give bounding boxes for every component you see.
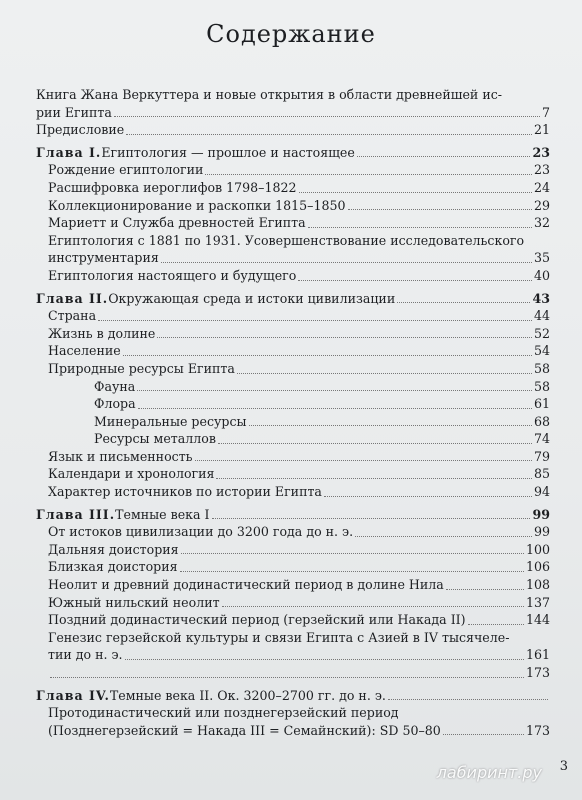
toc-entry-title: Язык и письменность xyxy=(48,448,193,464)
dot-leader xyxy=(180,571,524,572)
toc-page-number: 79 xyxy=(533,448,550,464)
dot-leader xyxy=(181,553,524,554)
toc-entry xyxy=(30,483,550,501)
toc-entry-title: Египтология с 1881 по 1931. Усовершенствование исследовательского xyxy=(48,232,525,248)
chapter-label: Глава IV. xyxy=(36,687,110,703)
dot-leader xyxy=(468,624,524,625)
chapter-title: Темные века I xyxy=(115,506,210,522)
toc-page-number: 32 xyxy=(533,215,550,231)
toc-entry xyxy=(30,121,550,139)
toc-entry xyxy=(30,360,550,378)
toc-entry-title: Население xyxy=(48,343,121,359)
dot-leader xyxy=(355,536,532,537)
toc-page-number: 85 xyxy=(533,466,550,482)
toc-entry xyxy=(30,576,550,594)
toc-entry xyxy=(30,179,550,197)
toc-entry xyxy=(30,86,550,121)
dot-leader xyxy=(388,699,548,700)
toc-page-number: 58 xyxy=(533,378,550,394)
watermark-logo: лабиринт.ру xyxy=(436,763,542,782)
toc-entry-title: Дальняя доистория xyxy=(48,541,179,557)
chapter-title: Темные века II. Ок. 3200–2700 гг. до н. э. xyxy=(109,687,386,703)
toc-entry xyxy=(30,664,550,682)
toc-page-number: 54 xyxy=(533,343,550,359)
toc-entry xyxy=(30,448,550,466)
dot-leader xyxy=(195,460,532,461)
toc-entry xyxy=(30,197,550,215)
toc-page-number: 7 xyxy=(541,104,550,120)
toc-entry xyxy=(30,594,550,612)
toc-entry xyxy=(30,307,550,325)
toc-entry xyxy=(30,214,550,232)
toc-chapter xyxy=(30,506,550,524)
toc-entry-title: Коллекционирование и раскопки 1815–1850 xyxy=(48,197,346,213)
toc-page-number: 23 xyxy=(532,144,550,160)
toc-entry-title: Характер источников по истории Египта xyxy=(48,484,322,500)
toc-entry-title: Мариетт и Служба древностей Египта xyxy=(48,215,306,231)
dot-leader xyxy=(299,192,532,193)
toc-chapter xyxy=(30,144,550,162)
toc-entry xyxy=(30,558,550,576)
dot-leader xyxy=(98,320,532,321)
toc-page-number: 173 xyxy=(525,665,550,680)
dot-leader xyxy=(137,390,532,391)
page-number: 3 xyxy=(559,759,568,774)
toc-entry xyxy=(30,378,550,396)
toc-entry-title: Флора xyxy=(94,396,136,412)
toc-page-number: 99 xyxy=(533,524,550,540)
toc-entry-title: Южный нильский неолит xyxy=(48,594,220,610)
dot-leader xyxy=(50,677,524,678)
toc-page-number: 21 xyxy=(533,122,550,138)
dot-leader xyxy=(249,425,532,426)
toc-entry-title: (Позднегерзейский = Накада III = Семайнский): SD 50–80 xyxy=(48,722,441,738)
dot-leader xyxy=(308,227,532,228)
dot-leader xyxy=(324,496,532,497)
dot-leader xyxy=(298,280,532,281)
dot-leader xyxy=(237,373,532,374)
dot-leader xyxy=(161,262,532,263)
toc-entry xyxy=(30,267,550,285)
page-title: Содержание xyxy=(206,20,376,48)
toc-page-number: 24 xyxy=(533,179,550,195)
toc-entry xyxy=(30,465,550,483)
toc-entry xyxy=(30,413,550,431)
toc-entry-title: Книга Жана Веркуттера и новые открытия в области древнейшей ис- xyxy=(36,87,503,102)
toc-entry-title: Поздний додинастический период (герзейский или Накада II) xyxy=(48,612,466,628)
dot-leader xyxy=(212,518,531,519)
toc-page-number: 94 xyxy=(533,484,550,500)
toc-entry-title: От истоков цивилизации до 3200 года до н. э. xyxy=(48,524,354,540)
toc-entry-title: Близкая доистория xyxy=(48,559,178,575)
toc-page-number: 40 xyxy=(533,267,550,283)
dot-leader xyxy=(114,116,540,117)
toc-chapter xyxy=(30,290,550,308)
toc-entry xyxy=(30,395,550,413)
toc-page-number: 144 xyxy=(525,612,550,628)
toc-page-number: 58 xyxy=(533,360,550,376)
toc-entry xyxy=(30,325,550,343)
dot-leader xyxy=(125,659,524,660)
dot-leader xyxy=(443,734,524,735)
toc-entry xyxy=(30,611,550,629)
toc-entry-title: Страна xyxy=(48,308,97,324)
toc-entry-title: Протодинастический или позднегерзейский период xyxy=(48,705,399,721)
toc-page-number: 52 xyxy=(533,325,550,341)
dot-leader xyxy=(138,408,532,409)
chapter-title: Египтология — прошлое и настоящее xyxy=(101,144,355,160)
toc-page-number: 35 xyxy=(533,250,550,266)
toc-entry xyxy=(30,430,550,448)
toc-page-number: 137 xyxy=(525,594,550,610)
dot-leader xyxy=(357,156,531,157)
dot-leader xyxy=(218,443,532,444)
dot-leader xyxy=(222,606,524,607)
toc-page-number: 61 xyxy=(533,396,550,412)
toc-page-number: 43 xyxy=(532,290,550,306)
toc-page-number: 161 xyxy=(525,647,550,663)
toc-entry xyxy=(30,629,550,664)
toc-entry-title: рии Египта xyxy=(36,104,112,120)
toc-chapter xyxy=(30,687,550,705)
chapter-label: Глава II. xyxy=(36,290,109,306)
chapter-title: Окружающая среда и истоки цивилизации xyxy=(108,290,396,306)
toc-entry-title: Фауна xyxy=(94,378,136,394)
toc-page-number: 106 xyxy=(525,559,550,575)
toc-page-number: 23 xyxy=(533,162,550,178)
dot-leader xyxy=(397,302,530,303)
toc-entry-title: Египтология настоящего и будущего xyxy=(48,267,297,283)
toc-page-number: 68 xyxy=(533,413,550,429)
toc-entry xyxy=(30,161,550,179)
dot-leader xyxy=(216,478,532,479)
toc-page-number: 108 xyxy=(525,577,550,593)
toc-entry-title: Расшифровка иероглифов 1798–1822 xyxy=(48,179,297,195)
toc-entry xyxy=(30,232,550,267)
toc-page-number: 99 xyxy=(532,506,550,522)
toc-entry xyxy=(30,523,550,541)
toc-entry-title: Рождение египтологии xyxy=(48,162,204,178)
toc-entry-title: Ресурсы металлов xyxy=(94,431,216,447)
toc-entry-title: Предисловие xyxy=(36,122,125,138)
toc-entry-title: Минеральные ресурсы xyxy=(94,413,247,429)
toc-page-number: 173 xyxy=(525,722,550,738)
toc-entry-title: Жизнь в долине xyxy=(48,325,156,341)
toc-entry-title: тии до н. э. xyxy=(48,647,123,663)
toc-page-number: 29 xyxy=(533,197,550,213)
toc-entry xyxy=(30,541,550,559)
toc-page-number: 74 xyxy=(533,431,550,447)
dot-leader xyxy=(126,134,532,135)
table-of-contents xyxy=(30,86,550,739)
toc-entry-title: Неолит и древний додинастический период в долине Нила xyxy=(48,577,444,593)
toc-entry xyxy=(30,342,550,360)
toc-page-number: 44 xyxy=(533,308,550,324)
toc-entry-title: Календари и хронология xyxy=(48,466,215,482)
toc-entry-title: Генезис герзейской культуры и связи Египта с Азией в IV тысячеле- xyxy=(48,629,510,645)
chapter-label: Глава III. xyxy=(36,506,116,522)
chapter-label: Глава I. xyxy=(36,144,102,160)
toc-entry xyxy=(30,704,550,739)
toc-entry-title: Природные ресурсы Египта xyxy=(48,360,235,376)
dot-leader xyxy=(205,174,532,175)
dot-leader xyxy=(446,589,524,590)
dot-leader xyxy=(348,209,532,210)
dot-leader xyxy=(157,337,532,338)
toc-page-number: 100 xyxy=(525,541,550,557)
toc-entry-title: инструментария xyxy=(48,250,159,266)
dot-leader xyxy=(123,355,532,356)
